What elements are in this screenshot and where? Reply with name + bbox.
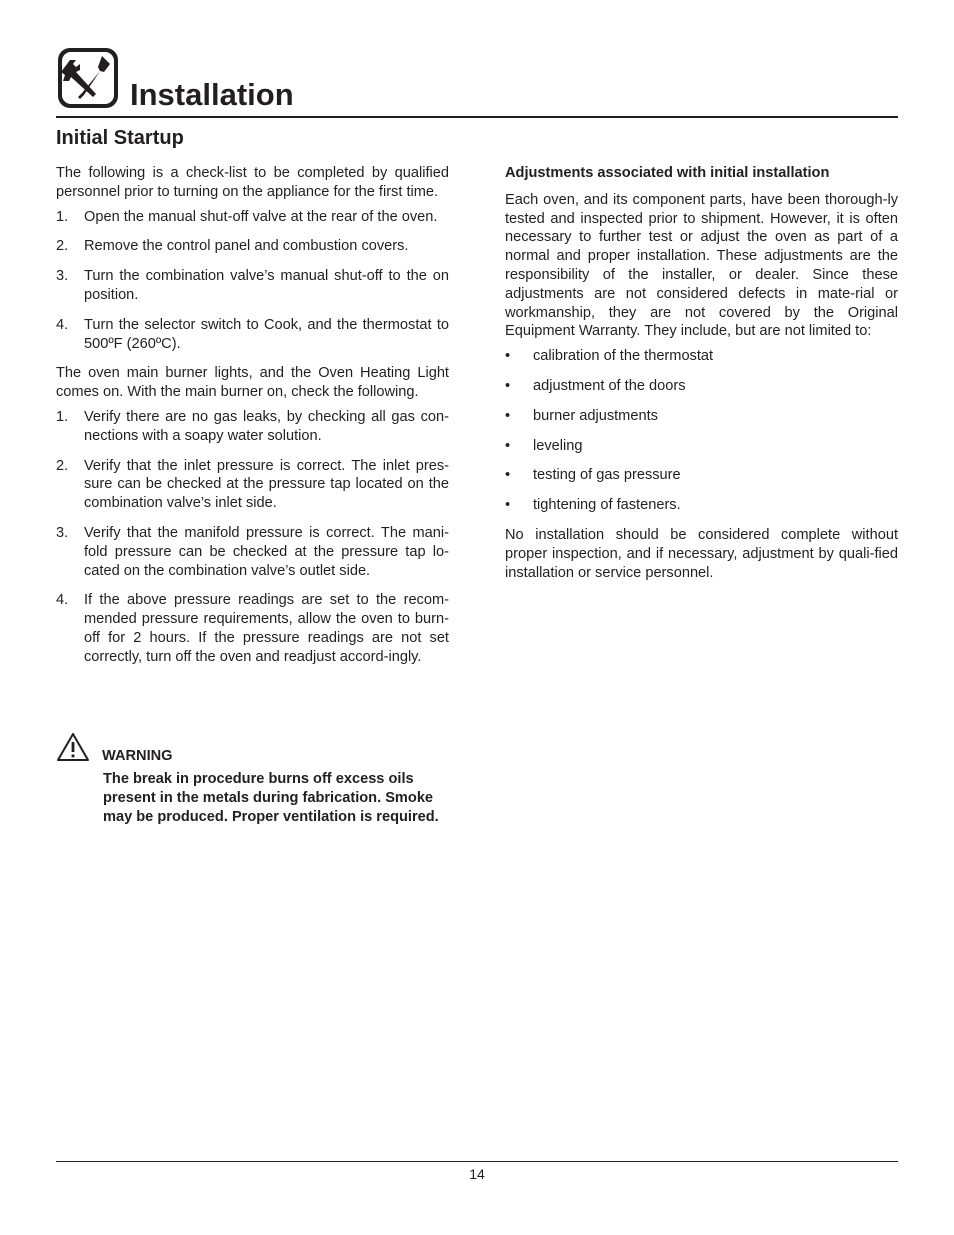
list-number: 2. bbox=[56, 457, 69, 474]
bullet: • bbox=[505, 467, 511, 484]
bullet: • bbox=[505, 437, 511, 454]
page-number: 14 bbox=[469, 1166, 485, 1182]
list-text: Remove the control panel and combustion covers. bbox=[84, 238, 409, 255]
list-text: Open the manual shut-off valve at the rear of the oven. bbox=[84, 208, 438, 225]
list-item bbox=[56, 591, 449, 666]
list-item bbox=[56, 524, 449, 580]
wrench-screwdriver-icon bbox=[56, 46, 120, 110]
list-text: burner adjustments bbox=[533, 407, 658, 424]
footer-rule bbox=[56, 1161, 898, 1162]
right-column bbox=[505, 164, 898, 582]
list-text: Turn the combination valve’s manual shut-off to the on position. bbox=[84, 268, 449, 303]
list-number: 4. bbox=[56, 592, 69, 609]
list-number: 1. bbox=[56, 208, 69, 225]
list-item bbox=[56, 408, 449, 446]
list-text: Verify that the inlet pressure is correct. The inlet pres-sure can be checked at the pressure tap located on the combination valve’s inlet side. bbox=[84, 457, 449, 512]
list-text: leveling bbox=[533, 437, 583, 454]
burner-paragraph: The oven main burner lights, and the Oven Heating Light comes on. With the main burner on, check the following. bbox=[56, 365, 449, 401]
list-item bbox=[56, 316, 449, 354]
intro-paragraph: The following is a check-list to be completed by qualified personnel prior to turning on the appliance for the first time. bbox=[56, 165, 449, 200]
warning-label: WARNING bbox=[102, 748, 173, 764]
list-text: tightening of fasteners. bbox=[533, 497, 681, 514]
list-number: 2. bbox=[56, 238, 69, 255]
list-text: Turn the selector switch to Cook, and the thermostat to 500ºF (260ºC). bbox=[84, 316, 449, 352]
list-text: If the above pressure readings are set to the recom-mended pressure requirements, allow the oven to burn-off for 2 hours. If the pressure readings are not set correctly, turn off the oven and readjust accord-ingly. bbox=[84, 592, 449, 665]
list-item bbox=[505, 437, 898, 456]
list-item bbox=[56, 267, 449, 305]
header-rule bbox=[56, 116, 898, 118]
adjustments-list bbox=[505, 347, 898, 515]
list-item bbox=[505, 347, 898, 366]
list-item bbox=[505, 377, 898, 396]
bullet: • bbox=[505, 348, 511, 365]
list-text: adjustment of the doors bbox=[533, 377, 686, 394]
section-title: Initial Startup bbox=[56, 127, 184, 149]
startup-steps-list bbox=[56, 208, 449, 354]
bullet: • bbox=[505, 377, 511, 394]
closing-paragraph: No installation should be considered complete without proper inspection, and if necessary, adjustment by quali-fied installation or service personnel. bbox=[505, 526, 898, 581]
list-item bbox=[505, 466, 898, 485]
list-number: 3. bbox=[56, 268, 69, 285]
warning-text: The break in procedure burns off excess oils present in the metals during fabrication. Smoke may be produced. Proper ventilation is required. bbox=[103, 771, 439, 825]
list-number: 4. bbox=[56, 316, 69, 333]
left-column bbox=[56, 164, 449, 667]
list-text: Verify there are no gas leaks, by checking all gas con-nections with a soapy water solution. bbox=[84, 408, 449, 444]
list-number: 1. bbox=[56, 408, 69, 425]
list-item bbox=[56, 457, 449, 513]
bullet: • bbox=[505, 407, 511, 424]
adjustments-paragraph: Each oven, and its component parts, have been thorough-ly tested and inspected prior to shipment. However, it is often necessary to further test or adjust the oven as part of a normal and proper installation. These adjustments are the responsibility of the installer, or dealer. Since these adjustments are not considered defects in mate-rial or workmanship, they are not covered by the Original Equipment Warranty. They include, but are not limited to: bbox=[505, 191, 898, 340]
adjustments-heading: Adjustments associated with initial installation bbox=[505, 165, 830, 181]
list-text: testing of gas pressure bbox=[533, 467, 681, 484]
list-item bbox=[505, 496, 898, 515]
warning-triangle-icon bbox=[56, 732, 90, 762]
list-text: Verify that the manifold pressure is correct. The mani-fold pressure can be checked at the pressure tap lo-cated on the combination valve’s outlet side. bbox=[84, 524, 449, 579]
list-item bbox=[505, 407, 898, 426]
list-text: calibration of the thermostat bbox=[533, 348, 714, 365]
verification-steps-list bbox=[56, 408, 449, 667]
list-item bbox=[56, 208, 449, 227]
bullet: • bbox=[505, 497, 511, 514]
list-number: 3. bbox=[56, 524, 69, 541]
list-item bbox=[56, 237, 449, 256]
page-title: Installation bbox=[130, 77, 294, 112]
